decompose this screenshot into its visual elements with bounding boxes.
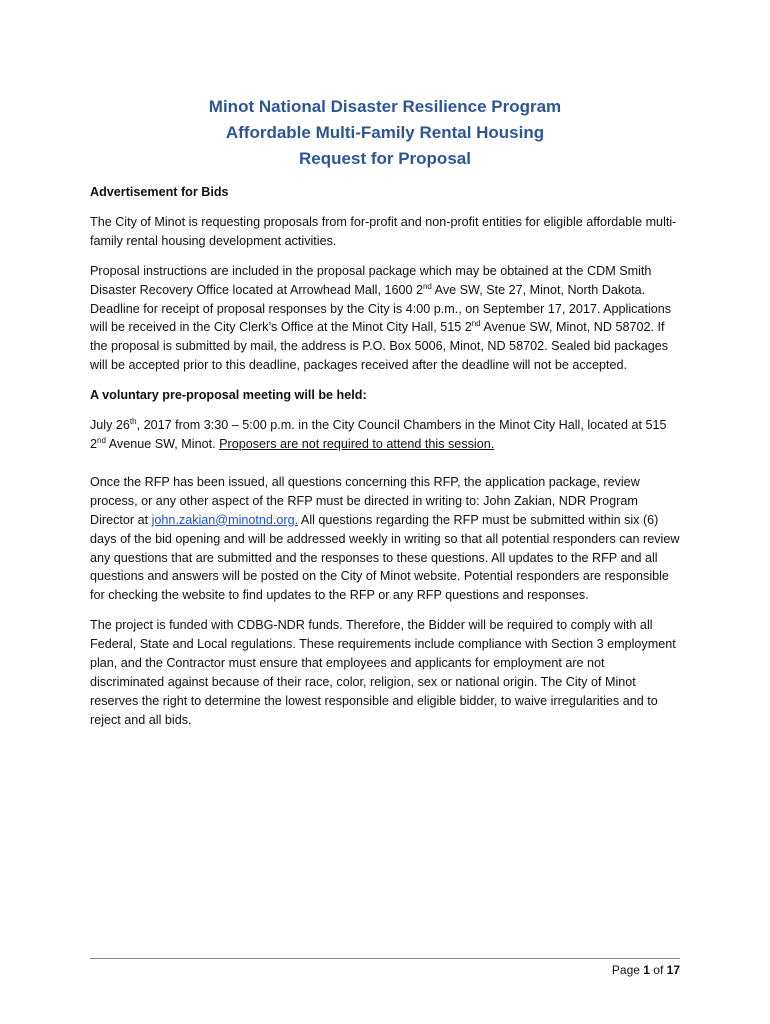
- page-number: 1: [643, 963, 650, 977]
- meeting-text-3: Avenue SW, Minot.: [105, 436, 220, 451]
- meeting-sup-1: th: [129, 416, 137, 426]
- questions-text-1: Once the RFP has been issued, all questions concerning this RFP, the application package, review process, or any other aspect of the RFP must be directed in writing to: John Zakian, NDR Program Director at: [90, 474, 640, 527]
- meeting-paragraph: [90, 416, 680, 454]
- meeting-text-1: July 26: [90, 418, 130, 433]
- instructions-sup-1: nd: [422, 281, 432, 291]
- meeting-text-2: , 2017 from 3:30 – 5:00 p.m. in the City Council Chambers in the Minot City Hall, located at 515 2: [90, 418, 667, 451]
- intro-paragraph: The City of Minot is requesting proposals from for-profit and non-profit entities for eligible affordable multi-family rental housing development activities.: [90, 214, 677, 248]
- email-link[interactable]: john.zakian@minotnd.org.: [151, 512, 299, 527]
- instructions-text-1: Proposal instructions are included in the proposal package which may be obtained at the CDM Smith Disaster Recovery Office located at Arrowhead Mall, 1600 2: [90, 263, 652, 297]
- title-line-rfp: Request for Proposal: [299, 149, 471, 168]
- attendance-note: Proposers are not required to attend this session.: [219, 436, 495, 451]
- document-body: [90, 183, 680, 741]
- meeting-sup-2: nd: [97, 435, 106, 445]
- instructions-paragraph: [90, 262, 680, 375]
- questions-paragraph: [90, 473, 680, 605]
- instructions-text-2: Ave SW, Ste 27, Minot, North Dakota. Deadline for receipt of proposal responses by the City is 4:00 p.m., on September 17, 2017. Applications will be received in the City Clerk’s Office at the Minot City Hall, 515 2: [90, 282, 672, 335]
- total-pages: 17: [666, 963, 680, 977]
- questions-text-2: All questions regarding the RFP must be submitted within six (6) days of the bid opening and will be addressed weekly in writing so that all potential responders can review any questions that are submitted and the responses to these questions. All updates to the RFP and all questions and answers will be posted on the City of Minot website. Potential responders are responsible for checking the website to find updates to the RFP or any RFP questions and responses.: [90, 512, 680, 603]
- funding-paragraph: The project is funded with CDBG-NDR funds. Therefore, the Bidder will be required to comply with all Federal, State and Local regulations. These requirements include compliance with Section 3 employment plan, and the Contractor must ensure that employees and applicants for employment are not discriminated against because of their race, color, religion, sex or national origin. The City of Minot reserves the right to determine the lowest responsible and eligible bidder, to waive irregularities and to reject and all bids.: [90, 618, 676, 727]
- page-footer: [90, 962, 680, 978]
- footer-divider: [90, 958, 680, 959]
- instructions-sup-2: nd: [471, 319, 481, 329]
- title-line-program: Minot National Disaster Resilience Program: [208, 97, 562, 116]
- page-label: Page: [611, 963, 644, 977]
- advertisement-heading: Advertisement for Bids: [90, 185, 229, 199]
- meeting-heading: A voluntary pre-proposal meeting will be held:: [90, 388, 367, 403]
- title-line-housing: Affordable Multi-Family Rental Housing: [225, 123, 545, 142]
- document-title: [0, 94, 770, 172]
- instructions-text-3: Avenue SW, Minot, ND 58702. If the proposal is submitted by mail, the address is P.O. Box 5006, Minot, ND 58702. Sealed bid packages will be accepted prior to this deadline, packages received after the deadline will not be accepted.: [90, 320, 669, 373]
- of-label: of: [649, 963, 667, 977]
